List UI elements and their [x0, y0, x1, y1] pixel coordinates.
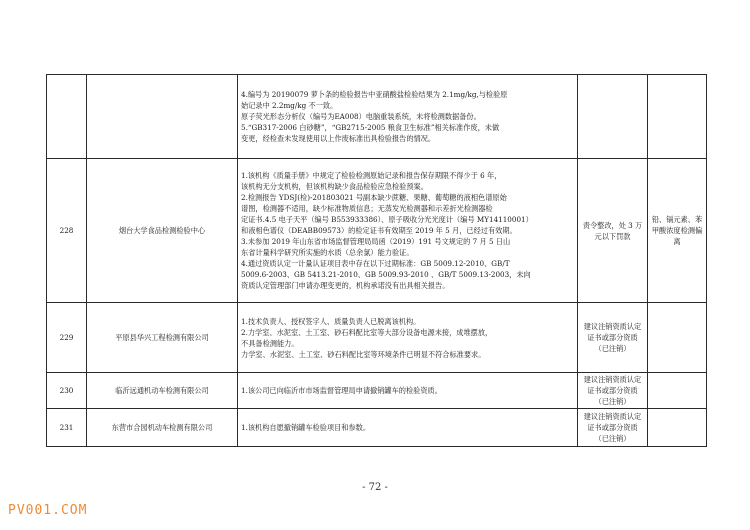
handling-decision: 建议注销资质认定证书或部分资质（已注销） [578, 303, 648, 373]
description-line: 该机构无分支机构，但该机构缺少食品检验应急检验预案。 [241, 182, 428, 191]
description-line: 力学室、水泥室、土工室、砂石料配比室等环境条件已明显不符合标准要求。 [241, 349, 486, 359]
remark [648, 373, 707, 409]
watermark: PV001.COM [8, 503, 88, 518]
description-line: 和液相色谱仪（DEABB09573）的检定证书有效期至 2019 年 5 月，已经过有效期。 [241, 226, 517, 235]
description-line: 5.“GB317-2006 白砂糖”，“GB2715-2005 粮食卫生标准”相关标准作废，未做 [241, 123, 500, 132]
institution-name: 东营市合园机动车检测有限公司 [87, 409, 238, 447]
table-row [47, 303, 707, 373]
handling-decision: 责令整改，处 3 万元以下罚款 [578, 159, 648, 303]
description-line: 3.未参加 2019 年山东省市场监督管理局局函（2019）191 号文规定的 7 月 5 日山 [241, 237, 511, 246]
description-line: 资质认定管理部门申请办理变更的，机构承诺没有出具相关报告。 [241, 281, 450, 290]
problem-description [238, 75, 578, 159]
description-line: 谱图，检测器不适用，缺少标准物质信息；无蒸发光检测器和示差折光检测器检 [241, 204, 493, 213]
table-row [47, 409, 707, 447]
remark: 铅、镉元素、苯甲酸浓度检测偏离 [648, 159, 707, 303]
problem-description [238, 409, 578, 447]
description-line: 5009.6-2003、GB 5413.21-2010、GB 5009.93-2010 、GB/T 5009.13-2003，未向 [241, 270, 531, 279]
row-number: 230 [47, 373, 87, 409]
table-row [47, 373, 707, 409]
institution-name: 烟台大学食品检测检验中心 [87, 159, 238, 303]
description-line: 变更，经检查未发现使用以上作废标准出具检验报告的情况。 [241, 134, 436, 143]
description-line: 东省计量科学研究所实施的水质（总余氯）能力验证。 [241, 248, 414, 257]
institution-name [87, 75, 238, 159]
handling-decision: 建议注销资质认定证书或部分资质（已注销） [578, 373, 648, 409]
remark [648, 409, 707, 447]
handling-decision: 建议注销资质认定证书或部分资质（已注销） [578, 409, 648, 447]
description-line: 1.技术负责人、授权签字人、质量负责人已脱离该机构。 [241, 316, 421, 326]
institution-name: 平原县华兴工程检测有限公司 [87, 303, 238, 373]
description-line: 1.该公司已向临沂市市场监督管理局申请撤销罐车的检验资质。 [241, 386, 442, 395]
institution-name: 临沂远通机动车检测有限公司 [87, 373, 238, 409]
row-number: 231 [47, 409, 87, 447]
inspection-results-table [46, 74, 707, 447]
description-line: 始记录中 2.2mg/kg 不一致。 [241, 101, 338, 110]
description-line: 原子荧光形态分析仪（编号为EA008）电脑重装系统，未将检测数据备份。 [241, 112, 481, 121]
page-number: - 72 - [362, 482, 388, 493]
problem-description [238, 159, 578, 303]
remark [648, 303, 707, 373]
table-row [47, 159, 707, 303]
description-line: 2.检测报告 YDSJ(检)-201803021 号副本缺少蔗糖、果糖、葡萄糖的液相色谱原始 [241, 193, 507, 202]
handling-decision [578, 75, 648, 159]
row-number: 228 [47, 159, 87, 303]
row-number [47, 75, 87, 159]
description-line: 不具备检测能力。 [241, 338, 299, 348]
description-line: 1.该机构《质量手册》中规定了检验检测原始记录和报告保存期限不得少于 6 年， [241, 171, 502, 180]
problem-description [238, 303, 578, 373]
description-line: 4.通过资质认定一计量认证项目表中存在以下过期标准：GB 5009.12-2010、GB/T [241, 259, 510, 268]
problem-description [238, 373, 578, 409]
description-line: 1.该机构自愿撤销罐车检验项目和参数。 [241, 423, 371, 432]
remark [648, 75, 707, 159]
description-line: 2.力学室、水泥室、土工室、砂石料配比室等大部分设备电源未接，成堆摆放， [241, 327, 493, 337]
table-row [47, 75, 707, 159]
row-number: 229 [47, 303, 87, 373]
description-line: 4.编号为 20190079 萝卜条的检验报告中亚硝酸盐检验结果为 2.1mg/kg,与检验原 [241, 90, 508, 99]
description-line: 定证书.4.5 电子天平（编号 B553933386）、原子吸收分光光度计（编号 MY14110001） [241, 215, 533, 224]
